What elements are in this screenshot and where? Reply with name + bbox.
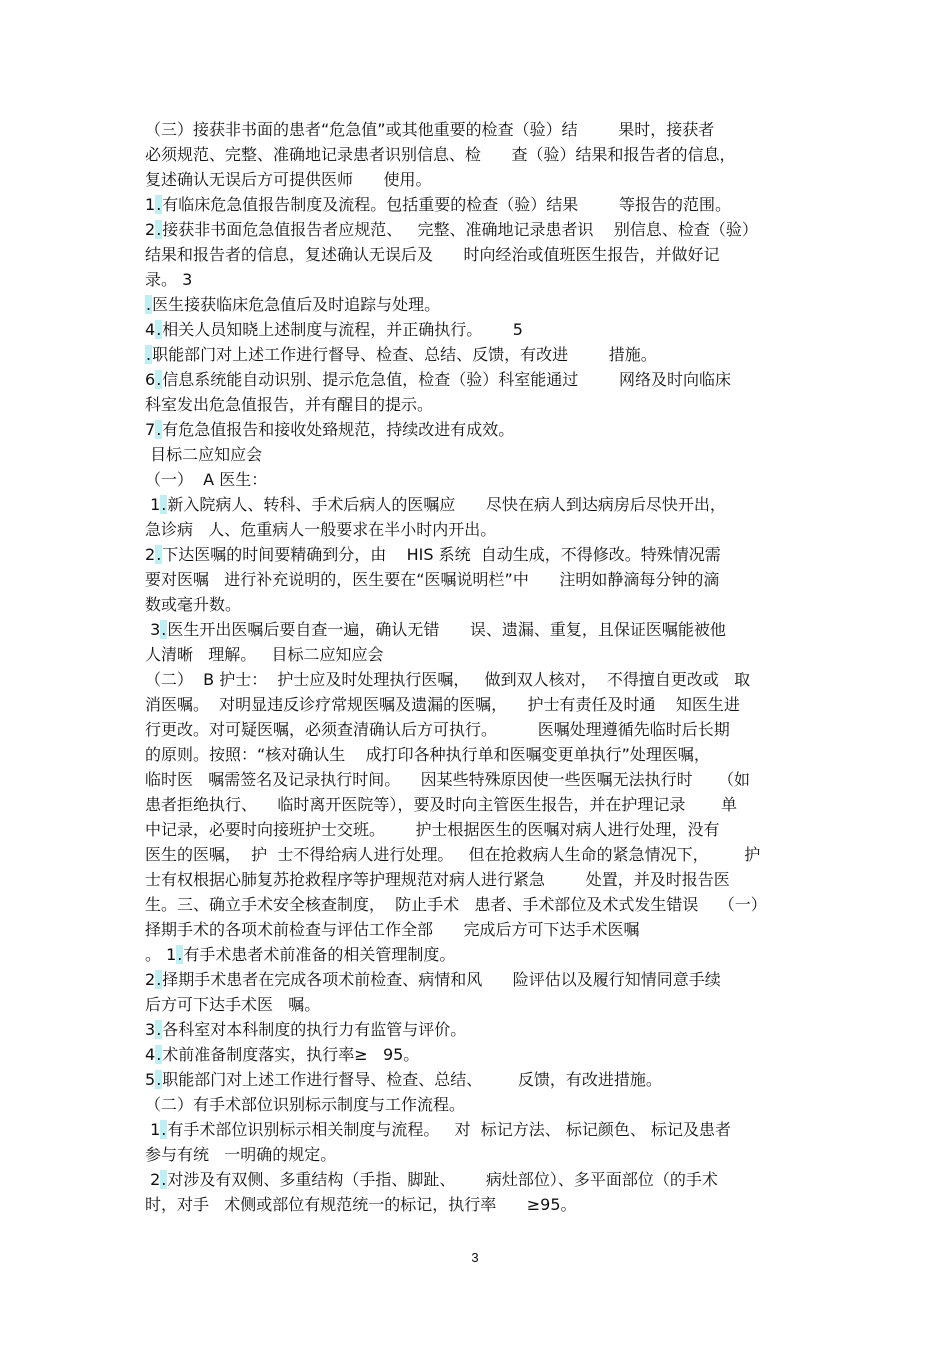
text-line xyxy=(145,217,825,242)
line-text: 临时医 嘱需签名及记录执行时间。 因某些特殊原因使一些医嘱无法执行时 （如 xyxy=(145,770,751,789)
line-text: 各科室对本科制度的执行力有监管与评价。 xyxy=(162,1020,467,1039)
text-line xyxy=(145,1117,825,1142)
text-line xyxy=(145,417,825,442)
line-text: 有手术患者术前准备的相关管理制度。 xyxy=(183,945,456,964)
highlighted-mark: . xyxy=(156,545,162,564)
line-text: 医生的医嘱， 护 士不得给病人进行处理。 但在抢救病人生命的紧急情况下， 护 xyxy=(145,845,761,864)
line-text: 下达医嘱的时间要精确到分，由 HIS 系统 自动生成，不得修改。特殊情况需 xyxy=(162,545,721,564)
highlighted-mark: . xyxy=(156,970,162,989)
text-line xyxy=(145,842,825,867)
text-line xyxy=(145,517,825,542)
item-number: 3 xyxy=(145,1020,156,1039)
line-text: 职能部门对上述工作进行督导、检查、总结、 反馈，有改进措施。 xyxy=(162,1070,662,1089)
highlighted-mark: . xyxy=(156,370,162,389)
item-number: 。 1 xyxy=(145,945,177,964)
line-text: 信息系统能自动识别、提示危急值，检查（验）科室能通过 网络及时向临床 xyxy=(162,370,731,389)
text-line xyxy=(145,617,825,642)
line-text: 患者拒绝执行、 临时离开医院等），要及时向主管医生报告，并在护理记录 单 xyxy=(145,795,737,814)
line-text: 录。 3 xyxy=(145,270,193,289)
text-line xyxy=(145,267,825,292)
text-line xyxy=(145,992,825,1017)
line-text: 科室发出危急值报告，并有醒目的提示。 xyxy=(145,395,434,414)
line-text: 医生开出医嘱后要自查一遍，确认无错 误、遗漏、重复，且保证医嘱能被他 xyxy=(167,620,726,639)
line-text: 有危急值报告和接收处臵规范，持续改进有成效。 xyxy=(162,420,515,439)
highlighted-mark: . xyxy=(146,345,152,364)
highlighted-mark: . xyxy=(161,1120,167,1139)
highlighted-mark: . xyxy=(161,620,167,639)
line-text: 复述确认无误后方可提供医师 使用。 xyxy=(145,170,432,189)
line-text: 必须规范、完整、准确地记录患者识别信息、检 查（验）结果和报告者的信息， xyxy=(145,145,736,164)
line-text: 有手术部位识别标示相关制度与流程。 对 标记方法、 标记颜色、 标记及患者 xyxy=(167,1120,731,1139)
text-line xyxy=(145,467,825,492)
highlighted-mark: . xyxy=(156,1045,162,1064)
text-line xyxy=(145,1067,825,1092)
line-text: 后方可下达手术医 嘱。 xyxy=(145,995,321,1014)
text-line xyxy=(145,492,825,517)
line-text: 接获非书面危急值报告者应规范、 完整、准确地记录患者识 别信息、检查（验） xyxy=(162,220,758,239)
highlighted-mark: . xyxy=(156,1020,162,1039)
line-text: 生。三、确立手术安全核查制度， 防止手术 患者、手术部位及术式发生错误 （一） xyxy=(145,895,767,914)
text-line xyxy=(145,817,825,842)
text-line xyxy=(145,292,825,317)
highlighted-mark: . xyxy=(156,320,162,339)
text-line xyxy=(145,1017,825,1042)
text-line xyxy=(145,542,825,567)
highlighted-mark: . xyxy=(156,220,162,239)
line-text: （二）有手术部位识别标示制度与工作流程。 xyxy=(145,1095,466,1114)
item-number: 1 xyxy=(145,195,156,214)
text-line xyxy=(145,792,825,817)
highlighted-mark: . xyxy=(146,295,152,314)
item-number: 4 xyxy=(145,320,156,339)
text-line xyxy=(145,367,825,392)
item-number: 5 xyxy=(145,1070,156,1089)
highlighted-mark: . xyxy=(161,1170,167,1189)
item-number: 4 xyxy=(145,1045,156,1064)
line-text: 时，对手 术侧或部位有规范统一的标记，执行率 ≥95。 xyxy=(145,1195,577,1214)
text-line xyxy=(145,242,825,267)
document-body xyxy=(145,117,825,1217)
text-line xyxy=(145,692,825,717)
item-number: 2 xyxy=(145,970,156,989)
line-text: 要对医嘱 进行补充说明的，医生要在“医嘱说明栏”中 注明如静滴每分钟的滴 xyxy=(145,570,720,589)
item-number: 2 xyxy=(145,1170,161,1189)
highlighted-mark: . xyxy=(161,495,167,514)
line-text: 行更改。对可疑医嘱，必须查清确认后方可执行。 医嘱处理遵循先临时后长期 xyxy=(145,720,730,739)
text-line xyxy=(145,567,825,592)
text-line xyxy=(145,917,825,942)
text-line xyxy=(145,1092,825,1117)
text-line xyxy=(145,742,825,767)
text-line xyxy=(145,117,825,142)
line-text: 数或毫升数。 xyxy=(145,595,242,614)
text-line xyxy=(145,392,825,417)
item-number: 6 xyxy=(145,370,156,389)
text-line xyxy=(145,767,825,792)
text-line xyxy=(145,967,825,992)
line-text: 对涉及有双侧、多重结构（手指、脚趾、 病灶部位）、多平面部位（的手术 xyxy=(167,1170,718,1189)
page-number: 3 xyxy=(471,1250,479,1265)
text-line xyxy=(145,142,825,167)
highlighted-mark: . xyxy=(156,1070,162,1089)
text-line xyxy=(145,592,825,617)
text-line xyxy=(145,442,825,467)
item-number: 1 xyxy=(145,1120,161,1139)
line-text: 人清晰 理解。 目标二应知应会 xyxy=(145,645,384,664)
line-text: 新入院病人、转科、手术后病人的医嘱应 尽快在病人到达病房后尽快开出， xyxy=(167,495,726,514)
line-text: 术前准备制度落实，执行率≥ 95。 xyxy=(162,1045,420,1064)
text-line xyxy=(145,1042,825,1067)
item-number: 7 xyxy=(145,420,156,439)
text-line xyxy=(145,167,825,192)
text-line xyxy=(145,1167,825,1192)
text-line xyxy=(145,642,825,667)
line-text: 中记录，必要时向接班护士交班。 护士根据医生的医嘱对病人进行处理，没有 xyxy=(145,820,720,839)
line-text: 有临床危急值报告制度及流程。包括重要的检查（验）结果 等报告的范围。 xyxy=(162,195,731,214)
line-text: 结果和报告者的信息，复述确认无误后及 时向经治或值班医生报告，并做好记 xyxy=(145,245,720,264)
text-line xyxy=(145,942,825,967)
item-number: 1 xyxy=(145,495,161,514)
line-text: 职能部门对上述工作进行督导、检查、总结、反馈，有改进 措施。 xyxy=(152,345,657,364)
line-text: 的原则。按照：“核对确认生 成打印各种执行单和医嘱变更单执行”处理医嘱， xyxy=(145,745,710,764)
line-text: 相关人员知晓上述制度与流程，并正确执行。 5 xyxy=(162,320,523,339)
highlighted-mark: . xyxy=(156,420,162,439)
item-number: 3 xyxy=(145,620,161,639)
line-text: 医生接获临床危急值后及时追踪与处理。 xyxy=(152,295,441,314)
line-text: 急诊病 人、危重病人一般要求在半小时内开出。 xyxy=(145,520,497,539)
highlighted-mark: . xyxy=(177,945,183,964)
text-line xyxy=(145,1192,825,1217)
text-line xyxy=(145,317,825,342)
line-text: 目标二应知应会 xyxy=(145,445,263,464)
text-line xyxy=(145,867,825,892)
text-line xyxy=(145,667,825,692)
text-line xyxy=(145,1142,825,1167)
line-text: 参与有统 一明确的规定。 xyxy=(145,1145,337,1164)
line-text: （三）接获非书面的患者“危急值”或其他重要的检查（验）结 果时，接获者 xyxy=(145,120,715,139)
highlighted-mark: . xyxy=(156,195,162,214)
line-text: 择期手术的各项术前检查与评估工作全部 完成后方可下达手术医嘱 xyxy=(145,920,640,939)
text-line xyxy=(145,192,825,217)
item-number: 2 xyxy=(145,545,156,564)
text-line xyxy=(145,717,825,742)
item-number: 2 xyxy=(145,220,156,239)
line-text: 消医嘱。 对明显违反诊疗常规医嘱及遗漏的医嘱， 护士有责任及时通 知医生进 xyxy=(145,695,740,714)
line-text: （一） A 医生： xyxy=(145,470,268,489)
line-text: 士有权根据心肺复苏抢救程序等护理规范对病人进行紧急 处置，并及时报告医 xyxy=(145,870,730,889)
text-line xyxy=(145,342,825,367)
line-text: 择期手术患者在完成各项术前检查、病情和风 险评估以及履行知情同意手续 xyxy=(162,970,721,989)
text-line xyxy=(145,892,825,917)
line-text: （二） B 护士： 护士应及时处理执行医嘱， 做到双人核对， 不得擅自更改或 取 xyxy=(145,670,751,689)
